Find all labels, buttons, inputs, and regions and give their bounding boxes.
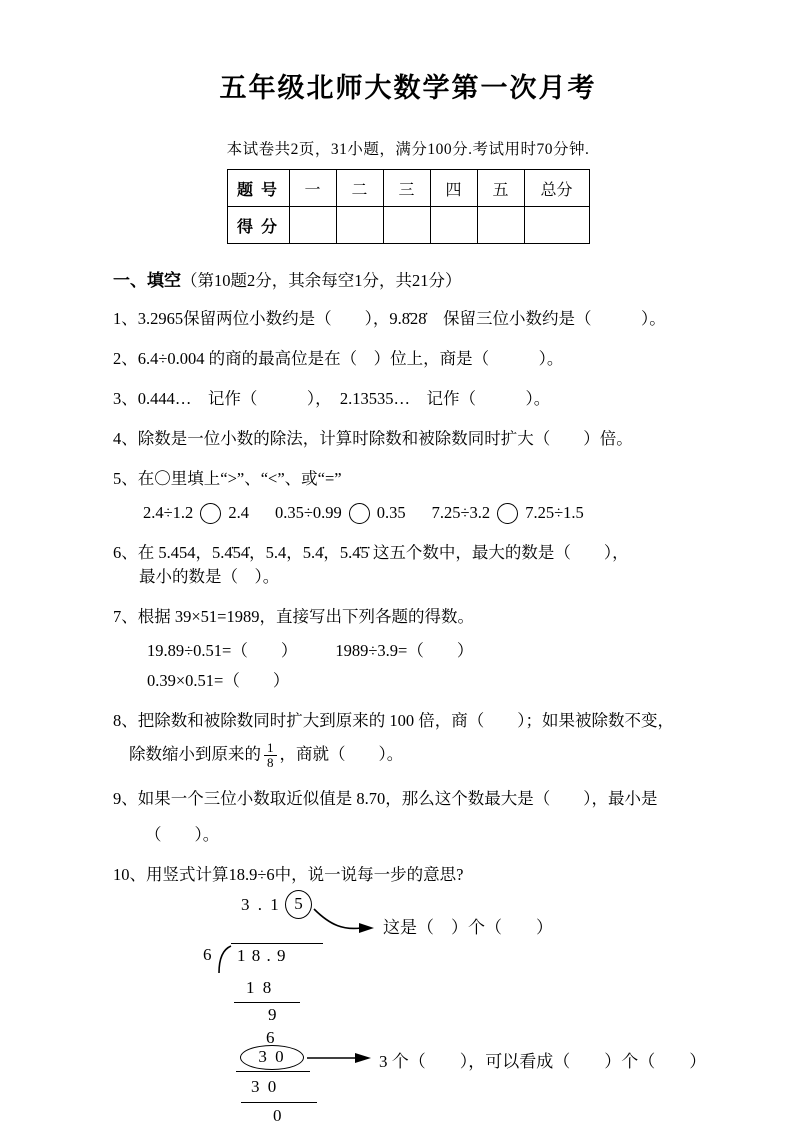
question-7 xyxy=(113,605,703,693)
score-table-header-row xyxy=(227,170,589,207)
step-annotation-1: 这是（ ）个（ ） xyxy=(383,917,553,937)
step-annotation-2: 3 个（ ），可以看成（ ）个（ ） xyxy=(379,1051,707,1071)
question-6 xyxy=(113,541,703,589)
quotient-circled-value: 5 xyxy=(294,893,303,913)
question-8 xyxy=(113,709,703,771)
fraction-one-eighth xyxy=(264,741,277,771)
section-1-title: 一、填空 xyxy=(113,271,181,290)
subtract-row-18: 1 8 xyxy=(246,977,274,997)
comparison-right: 7.25÷1.5 xyxy=(525,503,584,522)
question-9-line-2: （ ）。 xyxy=(145,824,220,844)
fraction-numerator: 1 xyxy=(267,740,274,755)
fraction-denominator: 8 xyxy=(264,755,277,770)
score-table-header-label: 题 号 xyxy=(227,170,289,207)
question-7-item-1: 19.89÷0.51=（ ） xyxy=(147,641,298,660)
comparison-right: 0.35 xyxy=(376,503,406,522)
comparison-item xyxy=(432,501,584,525)
question-5 xyxy=(113,467,703,525)
compare-circle-icon xyxy=(200,503,221,524)
question-10-stem: 10、用竖式计算18.9÷6中，说一说每一步的意思? xyxy=(113,864,464,884)
score-cell-1 xyxy=(289,207,336,244)
remainder-row-0: 0 xyxy=(273,1105,282,1122)
score-table-col-5: 五 xyxy=(477,170,524,207)
question-7-items-row xyxy=(113,639,703,663)
score-table xyxy=(227,169,590,244)
question-2: 2、6.4÷0.004 的商的最高位是在（ ）位上，商是（ ）。 xyxy=(113,349,564,368)
long-division-diagram xyxy=(191,895,791,1122)
question-5-stem: 5、在〇里填上“>”、“<”、或“=” xyxy=(113,469,342,488)
question-1: 1、3.2965保留两位小数约是（ ），9.8̇28̇ 保留三位小数约是（ ）。 xyxy=(113,309,666,328)
arrow-right-icon xyxy=(305,1048,377,1068)
comparison-right: 2.4 xyxy=(228,503,249,522)
question-8-line-2 xyxy=(113,741,703,771)
page-title: 五年级北师大数学第一次月考 xyxy=(219,73,597,103)
compare-circle-icon xyxy=(349,503,370,524)
subtract-row-30: 3 0 xyxy=(251,1076,279,1096)
score-cell-2 xyxy=(336,207,383,244)
score-table-col-total: 总分 xyxy=(524,170,589,207)
question-5-comparisons xyxy=(113,501,703,525)
quotient-digits: 3 . 1 xyxy=(241,894,281,914)
question-8-line-1: 8、把除数和被除数同时扩大到原来的 100 倍，商（ ）；如果被除数不变， xyxy=(113,711,674,730)
section-1-heading xyxy=(113,266,703,291)
remainder-row-9: 9 xyxy=(268,1004,277,1024)
score-table-score-label: 得 分 xyxy=(227,207,289,244)
comparison-left: 2.4÷1.2 xyxy=(143,503,194,522)
section-1-note: （第10题2分，其余每空1分，共21分） xyxy=(181,271,462,290)
question-8-line-2-tail: ，商就（ ）。 xyxy=(279,744,404,764)
score-table-col-3: 三 xyxy=(383,170,430,207)
division-line-3 xyxy=(241,1102,317,1103)
division-bracket-icon xyxy=(216,943,232,975)
score-table-score-row xyxy=(227,207,589,244)
comparison-item xyxy=(275,501,406,525)
subtract-row-6: 6 xyxy=(266,1027,275,1047)
question-9-line-1: 9、如果一个三位小数取近似值是 8.70，那么这个数最大是（ ），最小是 xyxy=(113,788,658,808)
division-line-1 xyxy=(234,1002,300,1003)
question-6-line-1: 6、在 5.454，5.4̇54̇，5.4，5.4̇，5.4̇5̇ 这五个数中，最大的数是（ ）， xyxy=(113,543,629,562)
question-3: 3、0.444… 记作（ ）， 2.13535… 记作（ ）。 xyxy=(113,389,551,408)
division-vinculum-line xyxy=(231,943,323,944)
question-9 xyxy=(113,787,703,847)
question-7-item-2: 1989÷3.9=（ ） xyxy=(335,641,474,660)
arrow-right-icon xyxy=(311,907,381,937)
question-6-line-2: 最小的数是（ ）。 xyxy=(139,567,280,586)
question-4: 4、除数是一位小数的除法，计算时除数和被除数同时扩大（ ）倍。 xyxy=(113,429,633,448)
score-cell-4 xyxy=(430,207,477,244)
compare-circle-icon xyxy=(497,503,518,524)
circled-row-30-value: 3 0 xyxy=(258,1046,286,1066)
score-table-col-2: 二 xyxy=(336,170,383,207)
division-line-2 xyxy=(236,1071,310,1072)
score-table-col-4: 四 xyxy=(430,170,477,207)
score-cell-total xyxy=(524,207,589,244)
score-cell-3 xyxy=(383,207,430,244)
question-7-stem: 7、根据 39×51=1989，直接写出下列各题的得数。 xyxy=(113,607,474,626)
circled-row-30 xyxy=(240,1045,304,1070)
dividend: 1 8 . 9 xyxy=(237,945,287,965)
divisor: 6 xyxy=(203,944,212,964)
comparison-left: 7.25÷3.2 xyxy=(431,503,491,522)
score-cell-5 xyxy=(477,207,524,244)
exam-info: 本试卷共2页，31小题，满分100分.考试用时70分钟. xyxy=(226,141,590,158)
comparison-item xyxy=(143,501,249,525)
comparison-left: 0.35÷0.99 xyxy=(274,503,342,522)
score-table-col-1: 一 xyxy=(289,170,336,207)
circled-quotient-digit xyxy=(285,890,312,919)
question-8-line-2-text: 除数缩小到原来的 xyxy=(129,744,261,764)
question-7-item-3: 0.39×0.51=（ ） xyxy=(147,671,290,690)
